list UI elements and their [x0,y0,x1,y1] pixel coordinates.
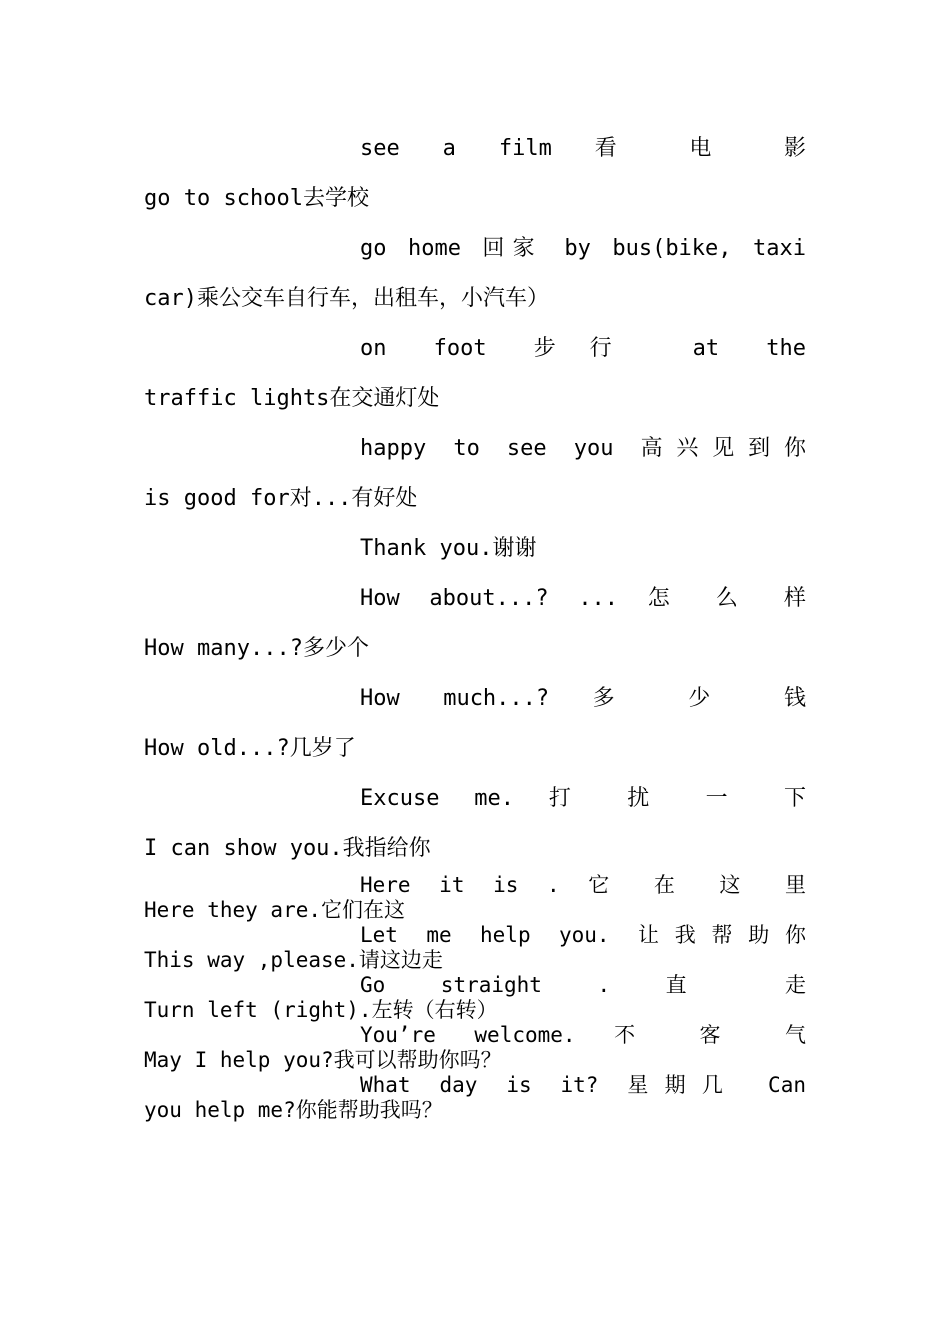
phrase-line-may-i-help-you: May I help you?我可以帮助你吗？ [144,1048,502,1072]
phrase-line-go-straight: Go straight . 直 走 [360,973,806,997]
phrase-line-car: car)乘公交车自行车，出租车，小汽车） [144,286,549,311]
phrase-line-turn-left-right: Turn left (right).左转（右转） [144,998,498,1022]
phrase-line-can-you-help-me: you help me?你能帮助我吗？ [144,1098,443,1122]
phrase-line-is-good-for: is good for对...有好处 [144,486,418,511]
phrase-line-let-me-help-you: Let me help you. 让我帮助你 [360,923,806,947]
phrase-line-thank-you: Thank you.谢谢 [360,536,537,561]
phrase-line-this-way-please: This way ,please.请这边走 [144,948,443,972]
phrase-line-how-much: How much...? 多 少 钱 [360,686,806,711]
phrase-line-happy-to-see-you: happy to see you 高兴见到你 [360,436,806,461]
phrase-line-youre-welcome: You’re welcome. 不 客 气 [360,1023,806,1047]
phrase-line-excuse-me: Excuse me. 打 扰 一 下 [360,786,806,811]
phrase-line-here-it-is: Here it is . 它 在 这 里 [360,873,806,897]
phrase-line-go-home: go home 回家 by bus(bike, taxi [360,236,806,261]
phrase-line-what-day-is-it: What day is it? 星期几 Can [360,1073,806,1097]
phrase-line-here-they-are: Here they are.它们在这 [144,898,406,922]
phrase-line-traffic-lights: traffic lights在交通灯处 [144,386,440,411]
phrase-line-how-old: How old...?几岁了 [144,736,356,761]
phrase-line-how-about: How about...? ... 怎 么 样 [360,586,806,611]
phrase-line-go-to-school: go to school去学校 [144,186,369,211]
phrase-line-how-many: How many...?多少个 [144,636,369,661]
phrase-line-i-can-show-you: I can show you.我指给你 [144,836,431,861]
phrase-line-see-a-film: see a film 看 电 影 [360,136,806,161]
phrase-line-on-foot: on foot 步行 at the [360,336,806,361]
